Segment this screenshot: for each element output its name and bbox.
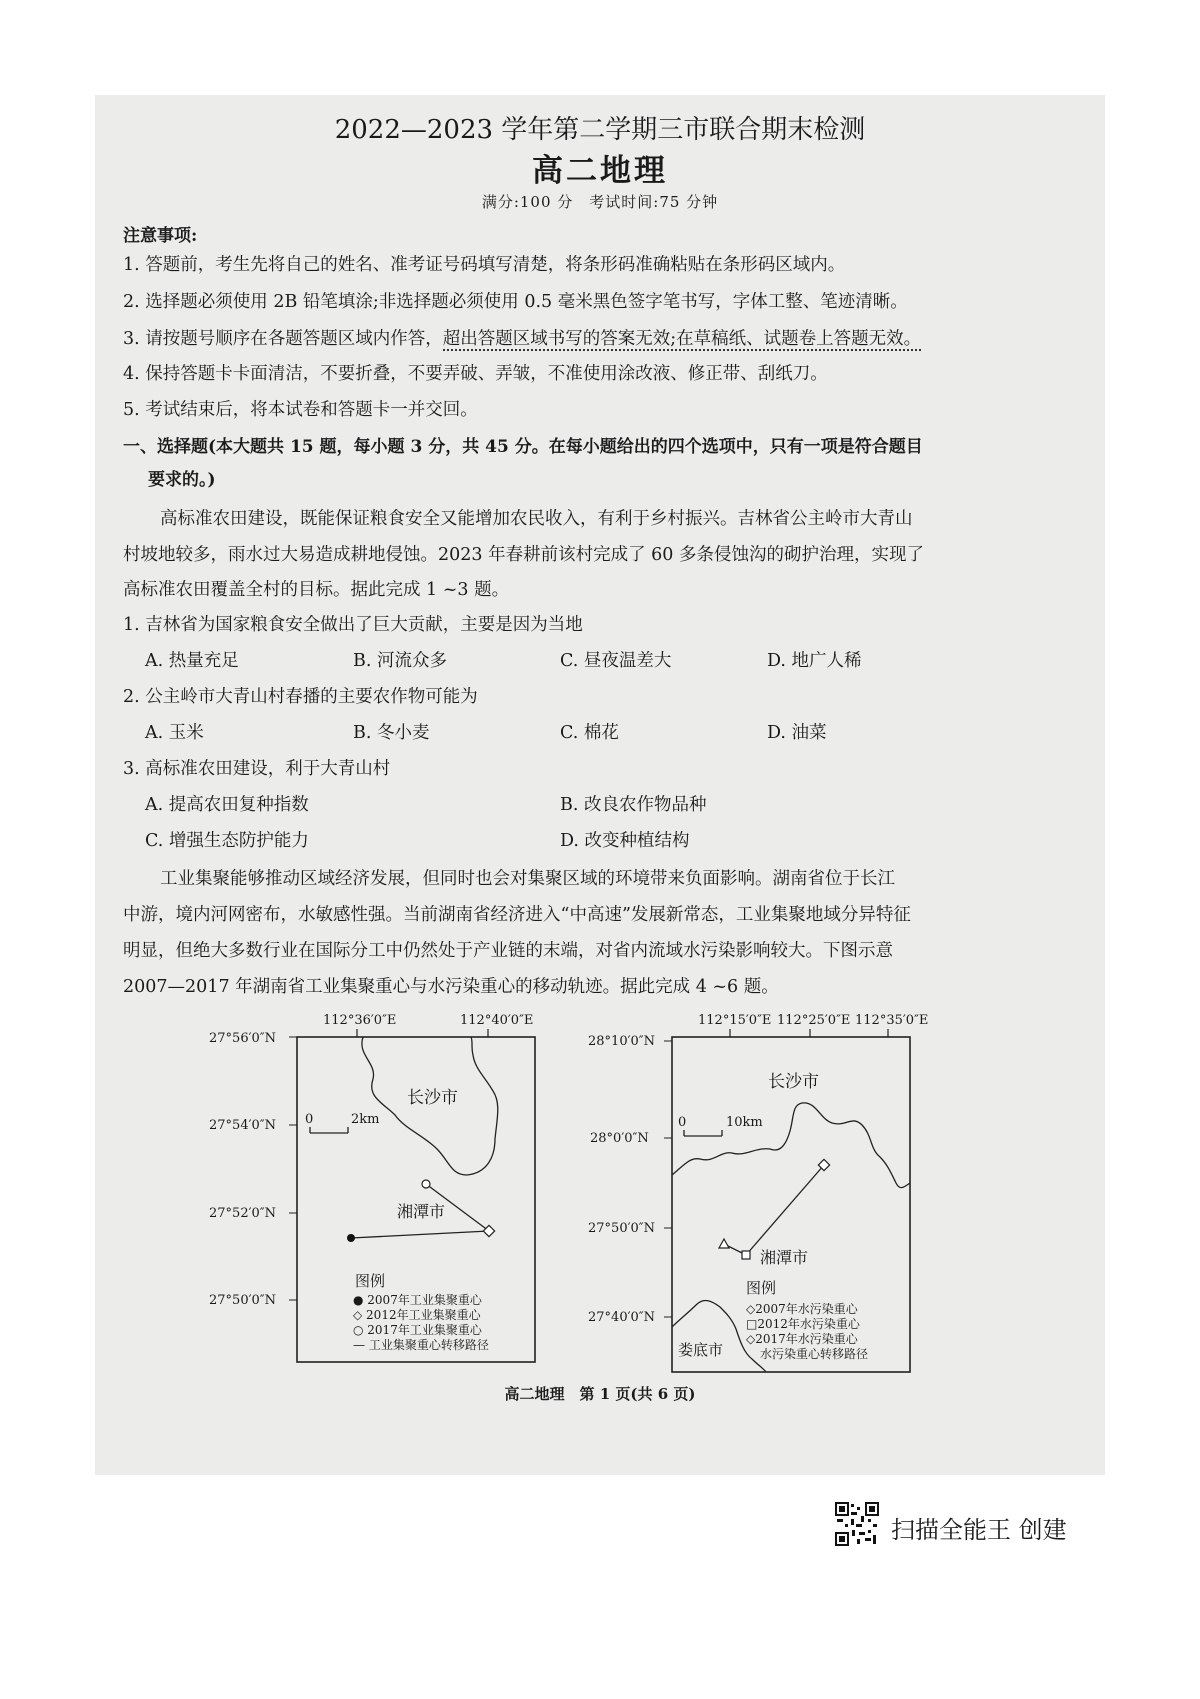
passage2-line-1: 工业集聚能够推动区域经济发展，但同时也会对集聚区域的环境带来负面影响。湖南省位于长江: [160, 869, 895, 889]
lat-label: 27°50′0″N: [588, 1221, 656, 1236]
lat-label: 27°54′0″N: [209, 1118, 277, 1133]
lat-label: 27°50′0″N: [209, 1293, 277, 1308]
question-3-stem: 3. 高标准农田建设，利于大青山村: [123, 759, 391, 779]
pollution-2007-marker: [719, 1239, 729, 1248]
note-item-3: [123, 325, 921, 350]
note-item-5: 5. 考试结束后，将本试卷和答题卡一并交回。: [123, 400, 478, 420]
q1-option-d: D. 地广人稀: [767, 651, 862, 671]
city-label-xiangtan: 湘潭市: [760, 1248, 809, 1267]
q2-option-b: B. 冬小麦: [353, 723, 430, 743]
q2-option-c: C. 棉花: [560, 723, 619, 743]
city-label-loudi: 娄底市: [678, 1341, 724, 1359]
scanner-label: 扫描全能王 创建: [891, 1516, 1067, 1544]
transfer-path: [746, 1165, 824, 1255]
passage1-line-1: 高标准农田建设，既能保证粮食安全又能增加农民收入，有利于乡村振兴。吉林省公主岭市大青山: [160, 509, 913, 529]
scanner-watermark: [835, 1502, 1085, 1546]
lon-label: 112°35′0″E: [855, 1013, 929, 1028]
note-item-2: 2. 选择题必须使用 2B 铅笔填涂;非选择题必须使用 0.5 毫米黑色签字笔书写，字体工整、笔迹清晰。: [123, 292, 908, 312]
note-item-3-part1: 3. 请按题号顺序在各题答题区域内作答，: [123, 329, 443, 349]
lon-label: 112°36′0″E: [323, 1013, 397, 1028]
legend-item: ◇ 2012年工业集聚重心: [353, 1308, 481, 1322]
legend-title: 图例: [746, 1279, 777, 1297]
legend-item: ◇2017年水污染重心: [746, 1332, 858, 1346]
pollution-2012-marker: [742, 1251, 750, 1259]
lat-label: 27°40′0″N: [588, 1310, 656, 1325]
q3-option-c: C. 增强生态防护能力: [145, 831, 309, 851]
passage2-line-2: 中游，境内河网密布，水敏感性强。当前湖南省经济进入“中高速”发展新常态，工业集聚地域分异特征: [123, 905, 911, 925]
lon-label: 112°40′0″E: [460, 1013, 534, 1028]
lon-label: 112°15′0″E: [698, 1013, 772, 1028]
exam-title: 2022—2023 学年第二学期三市联合期末检测: [334, 115, 866, 145]
industrial-centroid-map: [205, 1007, 555, 1367]
q3-option-d: D. 改变种植结构: [560, 831, 690, 851]
exam-page: [95, 95, 1105, 1475]
qr-code-icon: [835, 1502, 879, 1546]
lat-label: 27°52′0″N: [209, 1206, 277, 1221]
page-footer: 高二地理 第 1 页(共 6 页): [504, 1385, 696, 1403]
section-heading-cont: 要求的。): [148, 470, 216, 490]
city-label-xiangtan: 湘潭市: [397, 1202, 446, 1221]
centroid-2017-marker: [422, 1180, 430, 1188]
subject-title: 高二地理: [532, 153, 668, 189]
changsha-boundary: [672, 1103, 910, 1188]
passage2-line-3: 明显，但绝大多数行业在国际分工中仍然处于产业链的末端，对省内流域水污染影响较大。下图示意: [123, 941, 893, 961]
lat-label: 27°56′0″N: [209, 1031, 277, 1046]
legend-item: ◇2007年水污染重心: [746, 1302, 858, 1316]
legend-item: — 工业集聚重心转移路径: [353, 1338, 489, 1352]
notes-heading: 注意事项:: [123, 226, 198, 246]
legend-item: 水污染重心转移路径: [760, 1347, 869, 1361]
question-2-stem: 2. 公主岭市大青山村春播的主要农作物可能为: [123, 687, 478, 707]
question-1-stem: 1. 吉林省为国家粮食安全做出了巨大贡献，主要是因为当地: [123, 615, 583, 635]
legend-title: 图例: [355, 1272, 386, 1290]
passage1-line-3: 高标准农田覆盖全村的目标。据此完成 1 ~3 题。: [123, 580, 510, 600]
exam-meta: 满分:100 分 考试时间:75 分钟: [481, 193, 719, 211]
water-pollution-centroid-map: [580, 1007, 940, 1377]
scale-label: 2km: [351, 1112, 380, 1127]
lon-label: 112°25′0″E: [777, 1013, 851, 1028]
city-label-changsha: 长沙市: [768, 1072, 819, 1092]
q1-option-a: A. 热量充足: [145, 651, 239, 671]
q2-option-a: A. 玉米: [145, 723, 204, 743]
legend-item: ● 2007年工业集聚重心: [353, 1293, 482, 1307]
centroid-2012-marker: [483, 1225, 494, 1236]
legend-item: ○ 2017年工业集聚重心: [353, 1323, 482, 1337]
passage1-line-2: 村坡地较多，雨水过大易造成耕地侵蚀。2023 年春耕前该村完成了 60 多条侵蚀沟的砌护治理，实现了: [123, 545, 924, 565]
q3-option-a: A. 提高农田复种指数: [145, 795, 309, 815]
note-item-1: 1. 答题前，考生先将自己的姓名、准考证号码填写清楚，将条形码准确粘贴在条形码区域内。: [123, 255, 846, 275]
lat-label: 28°10′0″N: [588, 1034, 656, 1049]
scale-zero: 0: [305, 1112, 314, 1127]
q1-option-c: C. 昼夜温差大: [560, 651, 672, 671]
q1-option-b: B. 河流众多: [353, 651, 447, 671]
legend-item: □2012年水污染重心: [746, 1317, 860, 1331]
note-item-3-emphasis: 超出答题区域书写的答案无效;在草稿纸、试题卷上答题无效。: [442, 329, 922, 349]
lat-label: 28°0′0″N: [590, 1131, 649, 1146]
passage2-line-4: 2007—2017 年湖南省工业集聚重心与水污染重心的移动轨迹。据此完成 4 ~6 题。: [123, 977, 779, 997]
transfer-path: [351, 1231, 489, 1238]
centroid-2007-marker: [347, 1234, 355, 1242]
section-heading: 一、选择题(本大题共 15 题，每小题 3 分，共 45 分。在每小题给出的四个选项中，只有一项是符合题目: [123, 437, 923, 457]
q3-option-b: B. 改良农作物品种: [560, 795, 707, 815]
note-item-4: 4. 保持答题卡卡面清洁，不要折叠，不要弄破、弄皱，不准使用涂改液、修正带、刮纸刀。: [123, 364, 828, 384]
scale-label: 10km: [726, 1115, 763, 1130]
scale-zero: 0: [678, 1115, 687, 1130]
q2-option-d: D. 油菜: [767, 723, 827, 743]
city-label-changsha: 长沙市: [407, 1088, 458, 1108]
